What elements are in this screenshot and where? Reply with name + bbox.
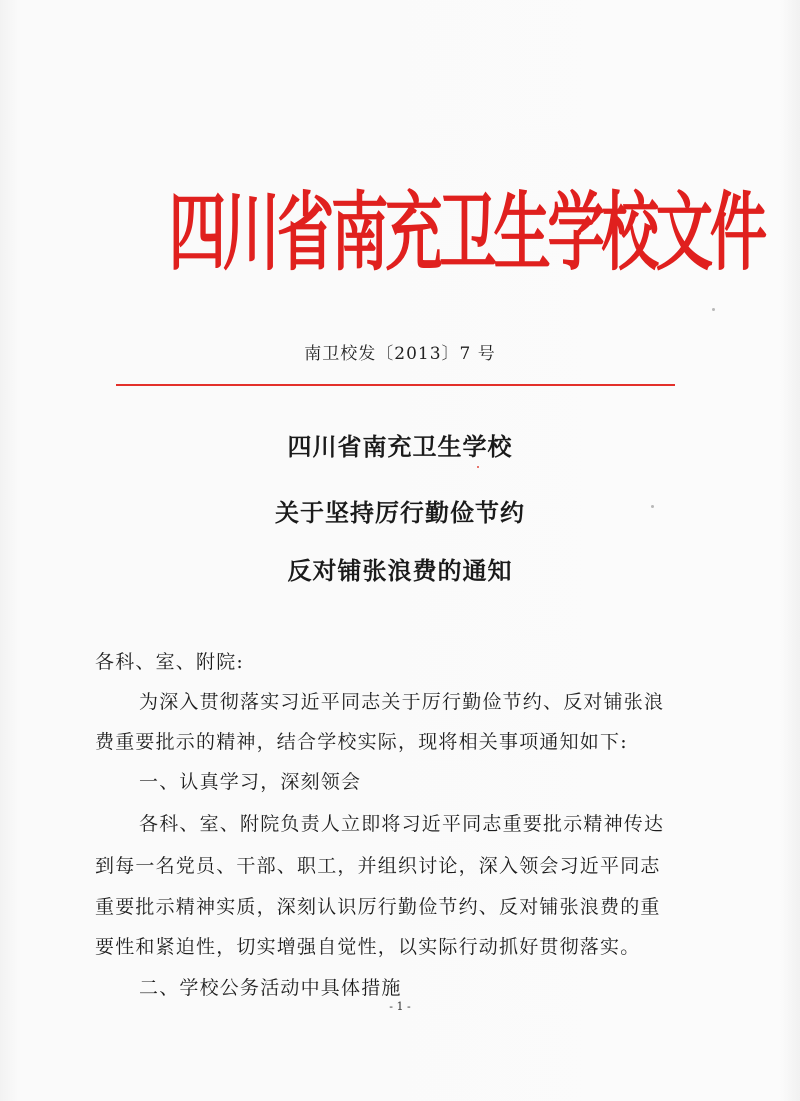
body-text-line: 重要批示精神实质，深刻认识厉行勤俭节约、反对铺张浪费的重 bbox=[95, 896, 661, 918]
section-heading-2: 二、学校公务活动中具体措施 bbox=[139, 977, 402, 999]
red-divider-line bbox=[116, 384, 675, 386]
body-text-line: 要性和紧迫性，切实增强自觉性，以实际行动抓好贯彻落实。 bbox=[95, 936, 641, 958]
notice-title-line-3: 反对铺张浪费的通知 bbox=[287, 557, 513, 585]
notice-title-line-1: 四川省南充卫生学校 bbox=[287, 433, 513, 461]
page-number: - 1 - bbox=[389, 1000, 411, 1013]
body-text-line: 为深入贯彻落实习近平同志关于厉行勤俭节约、反对铺张浪 bbox=[139, 691, 665, 713]
addressee-line: 各科、室、附院: bbox=[95, 651, 245, 673]
paper-speck bbox=[712, 308, 715, 311]
notice-title-line-2: 关于坚持厉行勤俭节约 bbox=[275, 499, 525, 527]
paper-speck bbox=[477, 466, 479, 468]
body-text-line: 费重要批示的精神，结合学校实际，现将相关事项通知如下: bbox=[95, 731, 628, 753]
document-number: 南卫校发〔2013〕7 号 bbox=[304, 344, 496, 364]
section-heading-1: 一、认真学习，深刻领会 bbox=[139, 771, 362, 793]
paper-speck bbox=[651, 505, 654, 508]
body-text-line: 到每一名党员、干部、职工，并组织讨论，深入领会习近平同志 bbox=[95, 855, 661, 877]
document-header-title: 四川省南充卫生学校文件 bbox=[168, 182, 764, 283]
body-text-line: 各科、室、附院负责人立即将习近平同志重要批示精神传达 bbox=[139, 813, 665, 835]
